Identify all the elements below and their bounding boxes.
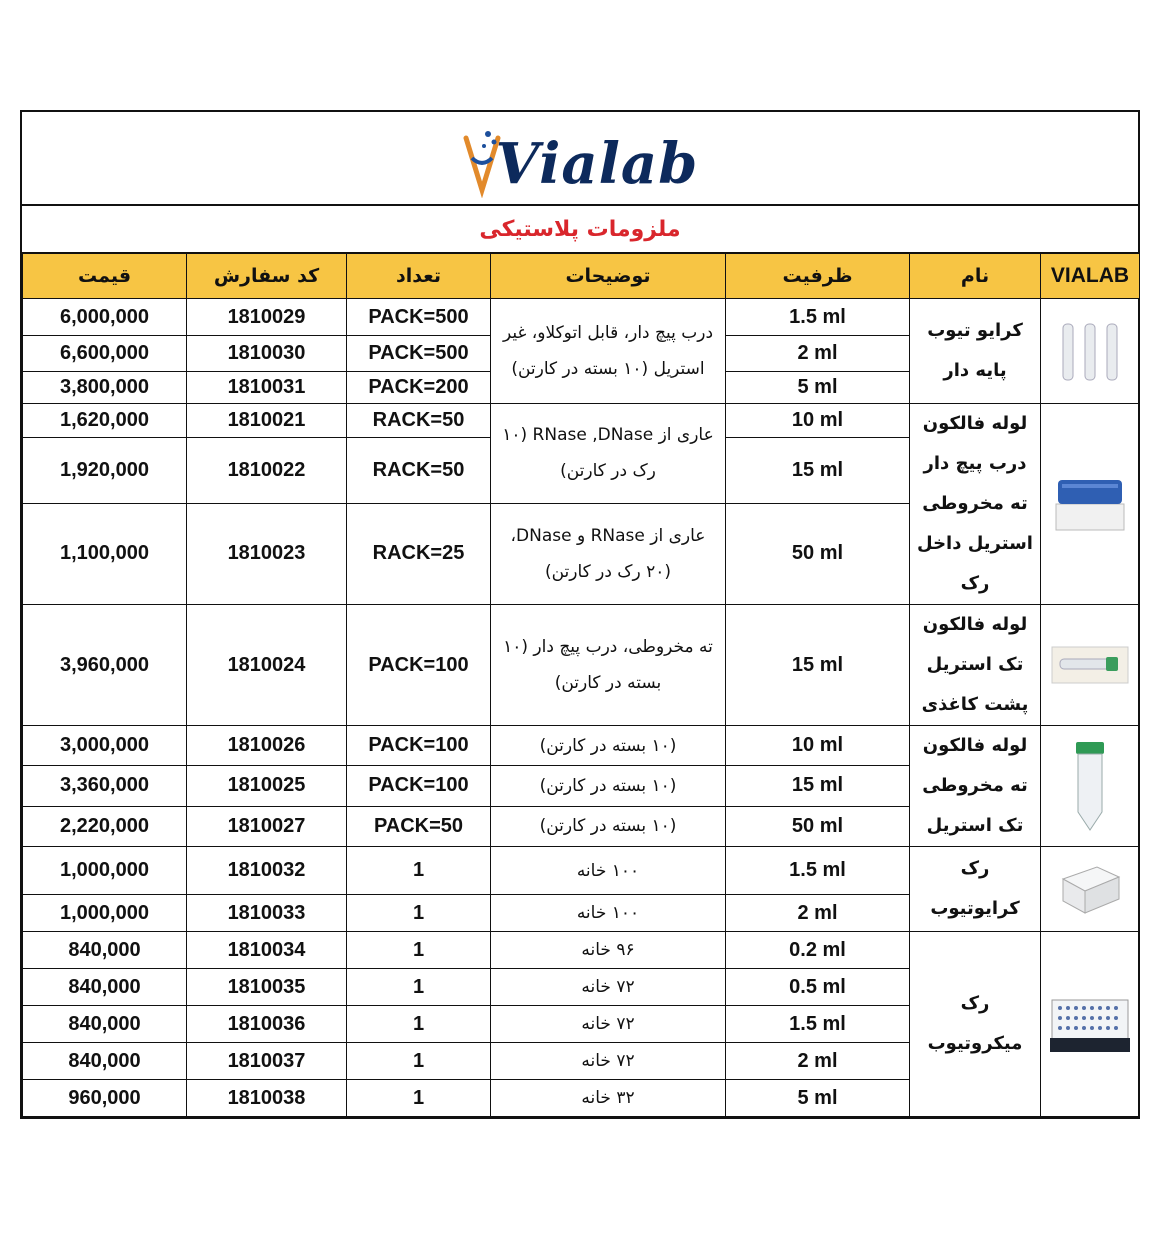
header-price: قیمت (23, 254, 187, 299)
quantity-cell: RACK=25 (347, 503, 491, 604)
capacity-cell: 0.5 ml (726, 969, 910, 1006)
description-cell: (۱۰ بسته در کارتن) (491, 766, 726, 806)
falcon-tube-image (1070, 740, 1110, 832)
table-row (23, 847, 1140, 895)
capacity-cell: 5 ml (726, 372, 910, 404)
price-cell: 1,000,000 (23, 847, 187, 895)
quantity-cell: 1 (347, 1006, 491, 1043)
quantity-cell: PACK=200 (347, 372, 491, 404)
description-cell: ۱۰۰ خانه (491, 847, 726, 895)
capacity-cell: 1.5 ml (726, 1006, 910, 1043)
product-image-cell (1041, 605, 1140, 726)
product-name-cell: لوله فالکون تک استریل پشت کاغذی (910, 605, 1041, 726)
price-cell: 840,000 (23, 1043, 187, 1080)
description-cell: (۱۰ بسته در کارتن) (491, 806, 726, 846)
table-row (23, 299, 1140, 336)
product-name-cell: لوله فالکون ته مخروطی تک استریل (910, 726, 1041, 847)
price-cell: 2,220,000 (23, 806, 187, 846)
order-code-cell: 1810033 (187, 895, 347, 932)
product-name-cell: رک کرایوتیوب (910, 847, 1041, 932)
table-row (23, 404, 1140, 438)
price-cell: 6,600,000 (23, 336, 187, 372)
order-code-cell: 1810021 (187, 404, 347, 438)
quantity-cell: PACK=500 (347, 299, 491, 336)
subtitle-row (22, 206, 1138, 254)
price-cell: 1,920,000 (23, 438, 187, 504)
order-code-cell: 1810027 (187, 806, 347, 846)
capacity-cell: 2 ml (726, 895, 910, 932)
order-code-cell: 1810025 (187, 766, 347, 806)
price-cell: 1,620,000 (23, 404, 187, 438)
capacity-cell: 1.5 ml (726, 299, 910, 336)
price-cell: 6,000,000 (23, 299, 187, 336)
capacity-cell: 10 ml (726, 404, 910, 438)
quantity-cell: 1 (347, 1043, 491, 1080)
price-cell: 3,000,000 (23, 726, 187, 766)
product-name-cell: لوله فالکون درب پیچ دار ته مخروطی استریل داخل رک (910, 404, 1041, 605)
quantity-cell: PACK=500 (347, 336, 491, 372)
price-cell: 840,000 (23, 969, 187, 1006)
cryo-rack-image (1057, 861, 1123, 917)
quantity-cell: 1 (347, 847, 491, 895)
header-capacity: ظرفیت (726, 254, 910, 299)
page-subtitle: ملزومات پلاستیکی (479, 216, 681, 242)
description-cell: (۱۰ بسته در کارتن) (491, 726, 726, 766)
description-cell: عاری از RNase و DNase، (۲۰ رک در کارتن) (491, 503, 726, 604)
falcon-rack-image (1052, 474, 1128, 534)
description-cell: ۱۰۰ خانه (491, 895, 726, 932)
order-code-cell: 1810024 (187, 605, 347, 726)
price-cell: 1,100,000 (23, 503, 187, 604)
order-code-cell: 1810029 (187, 299, 347, 336)
quantity-cell: PACK=50 (347, 806, 491, 846)
capacity-cell: 2 ml (726, 1043, 910, 1080)
table-row (23, 605, 1140, 726)
capacity-cell: 15 ml (726, 766, 910, 806)
quantity-cell: RACK=50 (347, 404, 491, 438)
product-image-cell (1041, 726, 1140, 847)
order-code-cell: 1810030 (187, 336, 347, 372)
vialab-logo (462, 118, 699, 198)
price-list-sheet (20, 110, 1140, 1119)
quantity-cell: 1 (347, 969, 491, 1006)
order-code-cell: 1810031 (187, 372, 347, 404)
capacity-cell: 15 ml (726, 605, 910, 726)
product-name-cell: کرایو تیوب پایه دار (910, 299, 1041, 404)
price-cell: 840,000 (23, 1006, 187, 1043)
header-name: نام (910, 254, 1041, 299)
header-order-code: کد سفارش (187, 254, 347, 299)
capacity-cell: 50 ml (726, 503, 910, 604)
product-image-cell (1041, 404, 1140, 605)
price-cell: 3,960,000 (23, 605, 187, 726)
microtube-rack-image (1048, 992, 1132, 1056)
table-row (23, 726, 1140, 766)
order-code-cell: 1810037 (187, 1043, 347, 1080)
cryotube-image (1055, 316, 1125, 386)
logo-text: Vialab (495, 131, 699, 197)
quantity-cell: PACK=100 (347, 605, 491, 726)
price-cell: 3,800,000 (23, 372, 187, 404)
description-cell: ۳۲ خانه (491, 1080, 726, 1117)
falcon-paper-image (1050, 643, 1130, 687)
quantity-cell: PACK=100 (347, 766, 491, 806)
order-code-cell: 1810026 (187, 726, 347, 766)
table-header-row (23, 254, 1140, 299)
header-quantity: تعداد (347, 254, 491, 299)
order-code-cell: 1810035 (187, 969, 347, 1006)
quantity-cell: 1 (347, 1080, 491, 1117)
capacity-cell: 2 ml (726, 336, 910, 372)
price-table (22, 254, 1140, 1117)
quantity-cell: 1 (347, 895, 491, 932)
order-code-cell: 1810023 (187, 503, 347, 604)
capacity-cell: 0.2 ml (726, 932, 910, 969)
header-brand: VIALAB (1041, 254, 1140, 299)
product-image-cell (1041, 847, 1140, 932)
description-cell: ۷۲ خانه (491, 1006, 726, 1043)
price-cell: 960,000 (23, 1080, 187, 1117)
capacity-cell: 1.5 ml (726, 847, 910, 895)
price-cell: 3,360,000 (23, 766, 187, 806)
quantity-cell: 1 (347, 932, 491, 969)
description-cell: ته مخروطی، درب پیچ دار (۱۰ بسته در کارتن) (491, 605, 726, 726)
quantity-cell: PACK=100 (347, 726, 491, 766)
order-code-cell: 1810038 (187, 1080, 347, 1117)
description-cell: درب پیچ دار، قابل اتوکلاو، غیر استریل (۱۰ بسته در کارتن) (491, 299, 726, 404)
capacity-cell: 50 ml (726, 806, 910, 846)
capacity-cell: 5 ml (726, 1080, 910, 1117)
table-row (23, 932, 1140, 969)
order-code-cell: 1810036 (187, 1006, 347, 1043)
quantity-cell: RACK=50 (347, 438, 491, 504)
price-cell: 840,000 (23, 932, 187, 969)
capacity-cell: 15 ml (726, 438, 910, 504)
description-cell: عاری از RNase ,DNase (۱۰ رک در کارتن) (491, 404, 726, 504)
order-code-cell: 1810032 (187, 847, 347, 895)
description-cell: ۷۲ خانه (491, 969, 726, 1006)
description-cell: ۷۲ خانه (491, 1043, 726, 1080)
product-name-cell: رک میکروتیوب (910, 932, 1041, 1117)
logo-header (22, 112, 1138, 206)
order-code-cell: 1810034 (187, 932, 347, 969)
description-cell: ۹۶ خانه (491, 932, 726, 969)
header-description: توضیحات (491, 254, 726, 299)
order-code-cell: 1810022 (187, 438, 347, 504)
product-image-cell (1041, 299, 1140, 404)
product-image-cell (1041, 932, 1140, 1117)
capacity-cell: 10 ml (726, 726, 910, 766)
price-cell: 1,000,000 (23, 895, 187, 932)
